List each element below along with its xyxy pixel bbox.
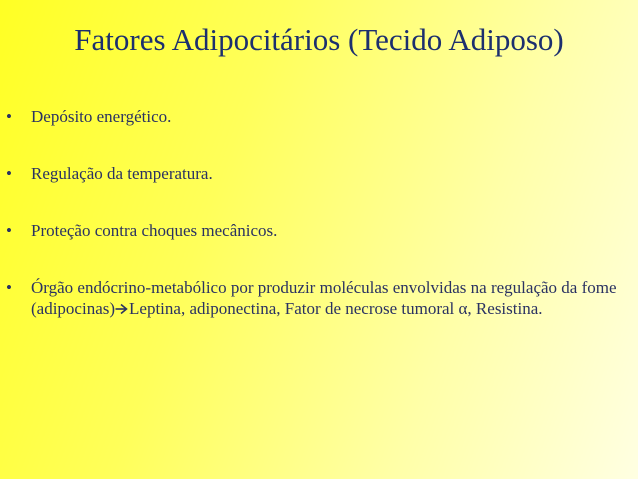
right-arrow-icon xyxy=(115,303,128,315)
slide-title: Fatores Adipocitários (Tecido Adiposo) xyxy=(74,22,564,57)
bullet-item xyxy=(6,277,626,319)
bullet-icon: • xyxy=(6,221,12,240)
bullet-item xyxy=(6,163,626,184)
bullet-icon: • xyxy=(6,107,12,126)
bullet-item xyxy=(6,220,626,241)
bullet-text-before: Órgão endócrino-metabólico por produzir moléculas envolvidas na regulação da fome (adipocinas) xyxy=(31,278,617,318)
bullet-icon: • xyxy=(6,164,12,183)
bullet-icon: • xyxy=(6,278,12,297)
bullet-text-after: Leptina, adiponectina, Fator de necrose tumoral α, Resistina. xyxy=(129,299,543,318)
bullet-text: Depósito energético. xyxy=(31,107,172,126)
bullet-item xyxy=(6,106,626,127)
bullet-text: Regulação da temperatura. xyxy=(31,164,213,183)
bullet-text: Proteção contra choques mecânicos. xyxy=(31,221,278,240)
bullet-list xyxy=(6,106,626,355)
